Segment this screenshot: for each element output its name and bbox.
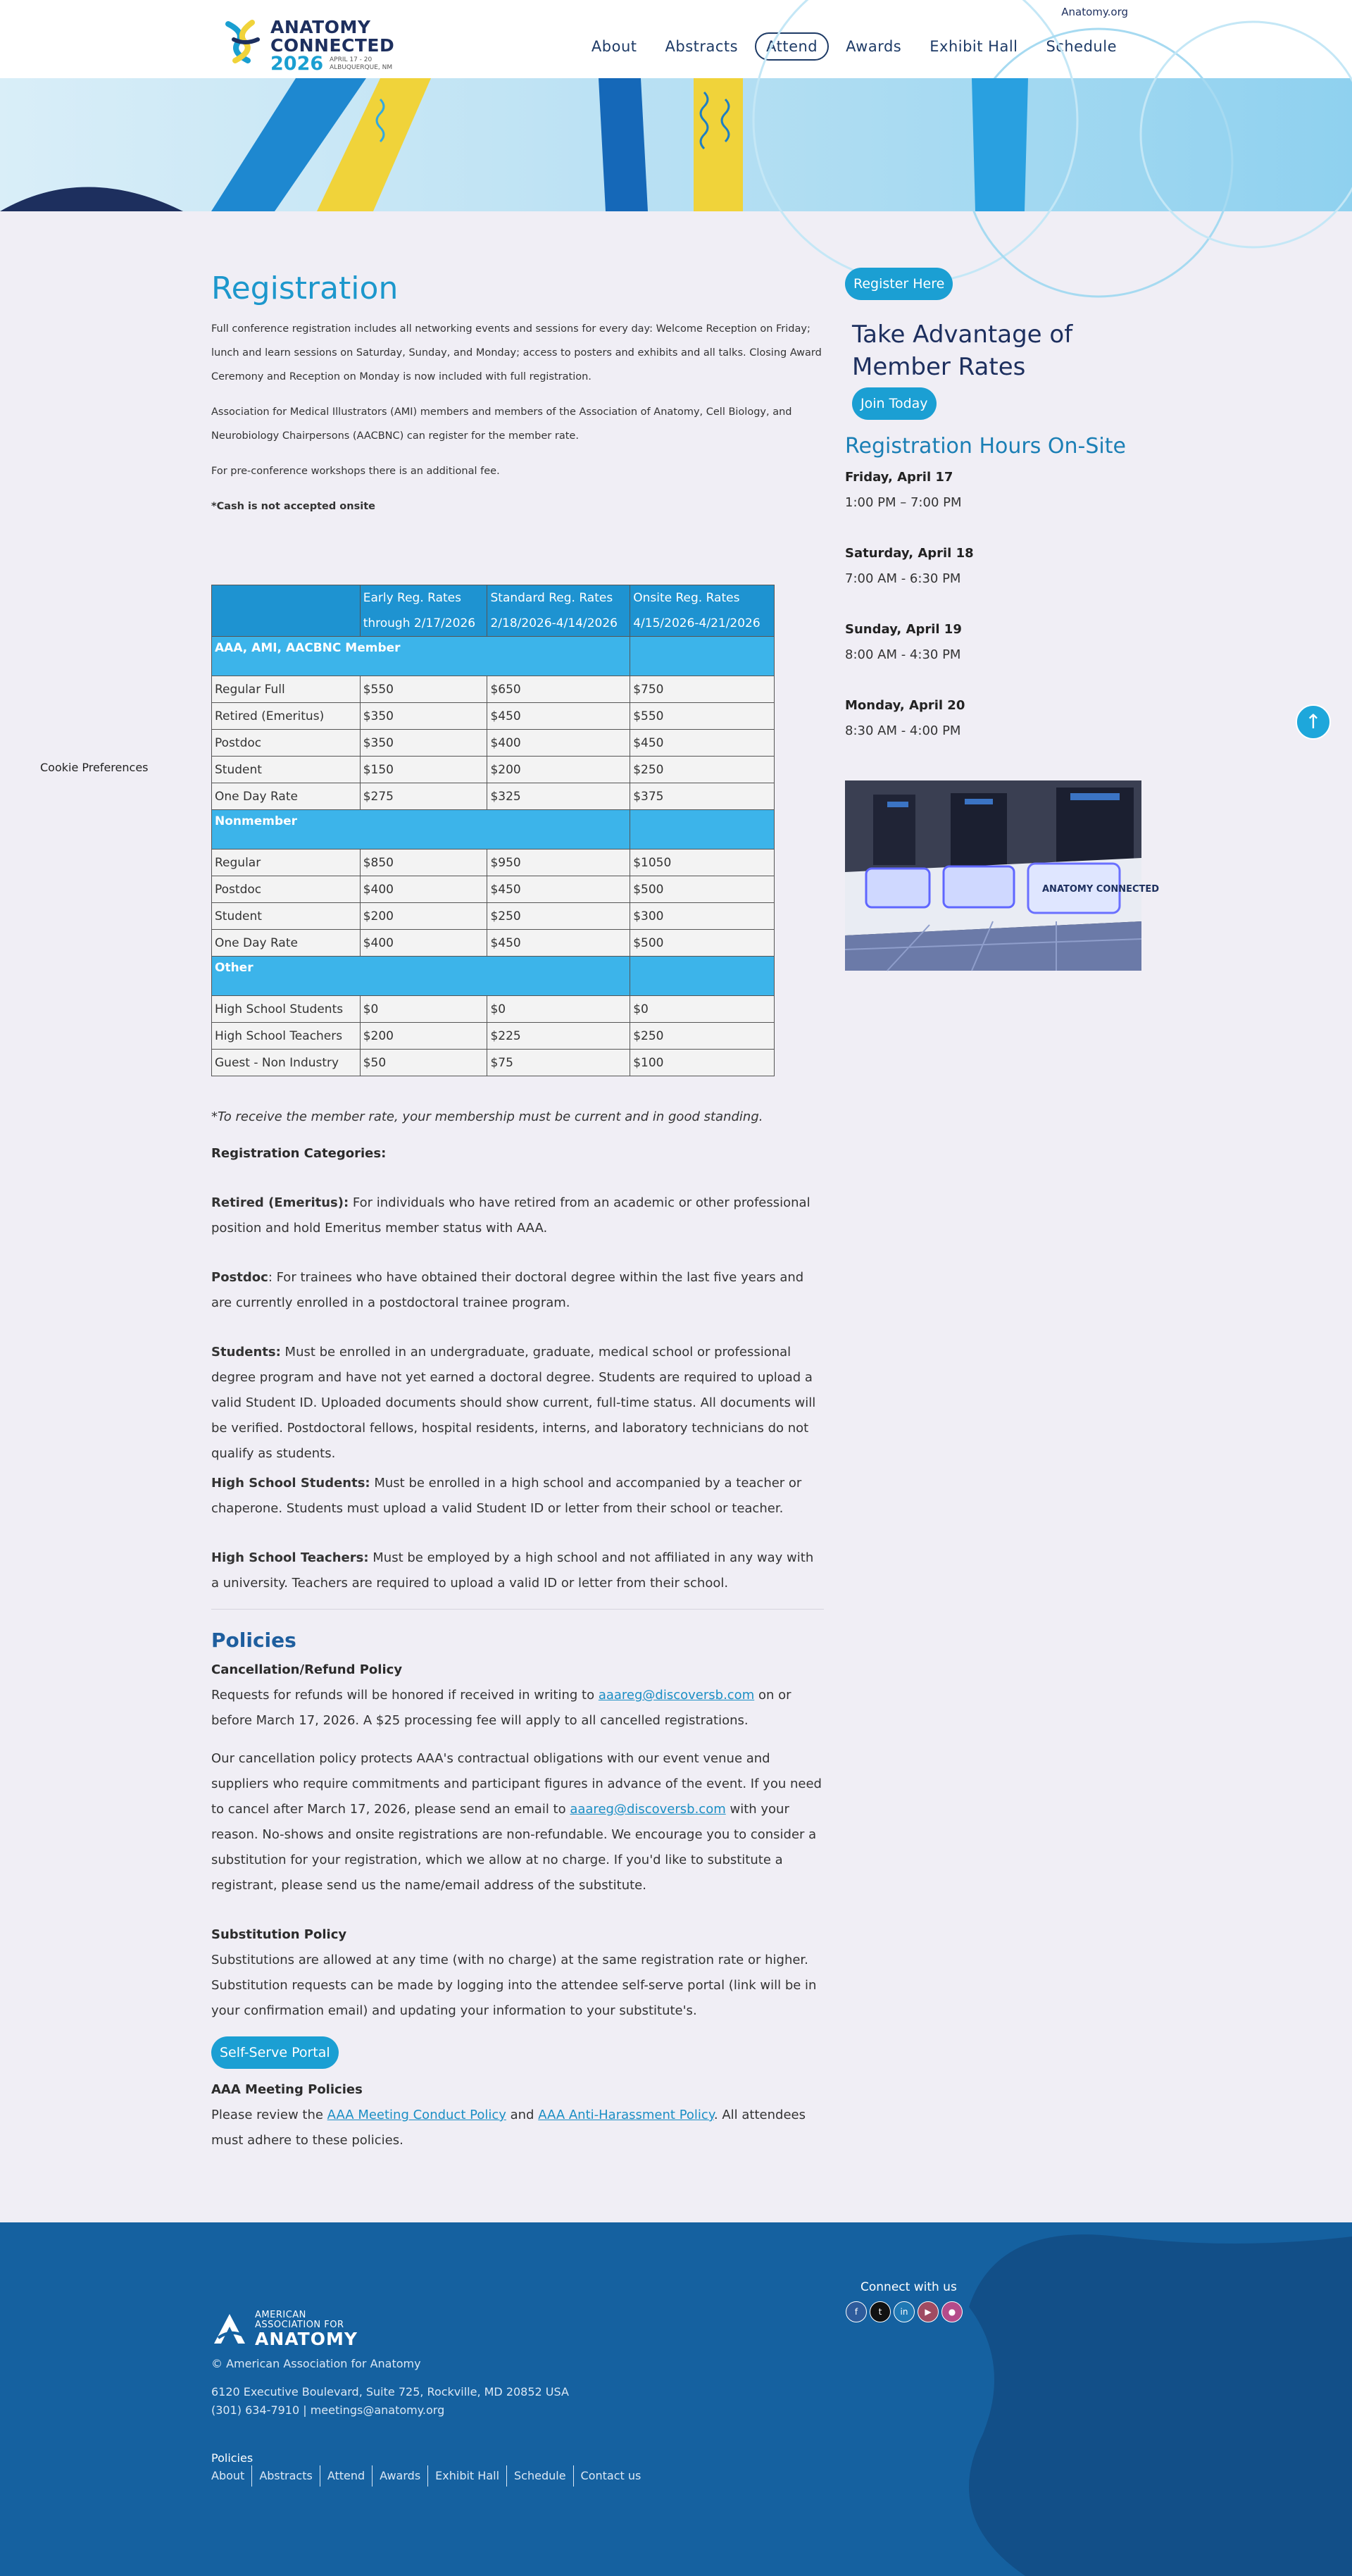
table-cell: $100 [630,1050,775,1076]
hours-day: Monday, April 20 [845,698,965,713]
table-cell: $850 [360,850,487,876]
table-cell: $225 [487,1023,630,1050]
hours-day: Sunday, April 19 [845,622,962,637]
cancellation-paragraph-2: Our cancellation policy protects AAA's contractual obligations with our event venue and suppliers who require commitments and participant figures in advance of the event. If you need to cancel after March 17, 2026, please send an email to aaareg@discoversb.com with your reason. No-shows and onsite registrations are non-refundable. We encourage you to consider a substitution for your registration, which we allow at no charge. If you'd like to substitute a registrant, please send us the name/email address of the substitute. [211,1751,822,1893]
site-footer [0,2222,1352,2576]
section-blank [630,810,775,850]
table-header [212,585,361,637]
table-cell: $950 [487,850,630,876]
table-cell: $1050 [630,850,775,876]
anatomy-connected-logo[interactable] [224,15,395,75]
table-cell: $200 [360,1023,487,1050]
table-row [212,1023,775,1050]
aaa-logo[interactable] [211,2308,359,2351]
table-row [212,930,775,957]
logo-text: ANATOMY [255,2329,358,2349]
footer-address: 6120 Executive Boulevard, Suite 725, Rockville, MD 20852 USA [211,2385,569,2398]
registration-rates-table [211,585,775,1076]
lower-content [211,1105,824,2153]
hours-list [845,465,1141,744]
main-content [211,268,824,518]
workshop-paragraph: For pre-conference workshops there is an additional fee. [211,466,500,477]
hero-banner [0,78,1352,211]
linkedin-icon[interactable]: in [894,2301,915,2322]
footer-nav [211,2465,648,2487]
table-cell: $325 [487,783,630,810]
meeting-policies-paragraph: Please review the AAA Meeting Conduct Policy and AAA Anti-Harassment Policy. All attendees must adhere to these policies. [211,2108,806,2148]
hours-time: 8:30 AM - 4:00 PM [845,723,961,738]
join-today-button[interactable]: Join Today [852,387,937,420]
table-header: Standard Reg. Rates 2/18/2026-4/14/2026 [487,585,630,637]
banner-art [0,78,1352,211]
member-note: *To receive the member rate, your membership must be current and in good standing. [211,1109,763,1124]
member-rate-paragraph: Association for Medical Illustrators (AMI) members and members of the Association of Anatomy, Cell Biology, and Neurobiology Chairpersons (AACBNC) can register for the member rate. [211,406,792,442]
conduct-policy-link[interactable]: AAA Meeting Conduct Policy [327,2108,506,2122]
nav-about[interactable]: About [591,38,637,55]
table-cell: One Day Rate [212,783,361,810]
social-links [846,2301,963,2322]
footer-link-abstracts[interactable]: Abstracts [251,2465,320,2487]
table-cell: $450 [487,703,630,730]
register-here-button[interactable]: Register Here [845,268,953,300]
hours-time: 8:00 AM - 4:30 PM [845,647,961,662]
table-cell: High School Teachers [212,1023,361,1050]
intro-paragraph: Full conference registration includes all networking events and sessions for every day: Welcome Reception on Friday; lunch and learn sessions on Saturday, Sunday, and Monday; access to posters and exhibits and all talks. Closing Award Ceremony and Reception on Monday is now included with full registration. [211,323,822,382]
cancel-email-link[interactable]: aaareg@discoversb.com [570,1802,726,1817]
table-cell: One Day Rate [212,930,361,957]
category-postdoc: Postdoc: For trainees who have obtained their doctoral degree within the last five years and are currently enrolled in a postdoctoral trainee program. [211,1270,804,1310]
table-cell: $350 [360,730,487,757]
table-cell: $200 [487,757,630,783]
table-cell: $450 [487,876,630,903]
category-retired: Retired (Emeritus): For individuals who have retired from an academic or other professional position and hold Emeritus member status with AAA. [211,1195,810,1236]
table-cell: $50 [360,1050,487,1076]
table-cell: $0 [487,996,630,1023]
table-row [212,1050,775,1076]
substitution-heading: Substitution Policy [211,1927,347,1942]
section-blank [630,637,775,676]
section-label: AAA, AMI, AACBNC Member [212,637,630,676]
section-label: Nonmember [212,810,630,850]
registration-desk-image [845,780,1160,971]
table-cell: $150 [360,757,487,783]
table-cell: $350 [360,703,487,730]
table-cell: $450 [630,730,775,757]
table-cell: Regular Full [212,676,361,703]
footer-link-about[interactable]: About [211,2469,245,2482]
scroll-to-top-button[interactable] [1296,704,1331,740]
table-cell: $0 [360,996,487,1023]
nav-awards[interactable]: Awards [846,38,902,55]
section-blank [630,957,775,996]
table-cell: Retired (Emeritus) [212,703,361,730]
table-cell: $250 [630,1023,775,1050]
sidebar [845,268,1141,744]
nav-attend[interactable]: Attend [755,32,829,61]
photo-sign-text: ANATOMY CONNECTED [1042,884,1160,895]
table-row [212,757,775,783]
table-row [212,783,775,810]
cancellation-paragraph-1: Requests for refunds will be honored if received in writing to aaareg@discoversb.com on or before March 17, 2026. A $25 processing fee will apply to all cancelled registrations. [211,1688,791,1728]
connect-heading: Connect with us [860,2280,957,2294]
logo-text: ASSOCIATION FOR [255,2320,344,2330]
page-title: Registration [211,270,399,306]
logo-year: 2026 [270,53,324,75]
member-rates-heading: Take Advantage of Member Rates [852,321,1073,381]
table-cell: $400 [360,876,487,903]
footer-contact: (301) 634-7910 | meetings@anatomy.org [211,2403,445,2417]
table-row [212,850,775,876]
aaa-logo-icon [211,2313,248,2345]
table-cell: $550 [360,676,487,703]
table-cell: Postdoc [212,876,361,903]
table-cell: $300 [630,903,775,930]
table-cell: Student [212,757,361,783]
table-cell: $200 [360,903,487,930]
table-cell: $400 [487,730,630,757]
cookie-preferences-link[interactable]: Cookie Preferences [40,761,149,774]
cancellation-heading: Cancellation/Refund Policy [211,1662,403,1677]
table-section-row [212,810,775,850]
table-cell: Guest - Non Industry [212,1050,361,1076]
twitter-icon[interactable]: t [870,2301,891,2322]
footer-link-schedule[interactable]: Schedule [506,2465,573,2487]
anatomy-org-link[interactable]: Anatomy.org [1061,6,1128,18]
table-cell: $375 [630,783,775,810]
table-header-row [212,585,775,637]
youtube-icon[interactable]: ▶ [918,2301,939,2322]
policies-heading: Policies [211,1629,296,1652]
section-label: Other [212,957,630,996]
divider [211,1609,824,1610]
logo-mark-icon [224,18,265,65]
table-cell: Postdoc [212,730,361,757]
anti-harassment-policy-link[interactable]: AAA Anti-Harassment Policy [538,2108,714,2122]
nav-schedule[interactable]: Schedule [1046,38,1117,55]
table-cell: $400 [360,930,487,957]
footer-link-awards[interactable]: Awards [372,2465,427,2487]
cash-note: *Cash is not accepted onsite [211,501,375,512]
table-cell: $450 [487,930,630,957]
logo-line1: ANATOMY [270,17,371,37]
table-cell: $250 [630,757,775,783]
footer-link-contact[interactable]: Contact us [573,2465,649,2487]
refund-email-link[interactable]: aaareg@discoversb.com [598,1688,755,1703]
table-row [212,876,775,903]
table-cell: $275 [360,783,487,810]
table-row [212,996,775,1023]
flickr-icon[interactable]: ● [941,2301,963,2322]
footer-policies-link[interactable]: Policies [211,2451,254,2465]
meeting-policies-heading: AAA Meeting Policies [211,2082,363,2097]
nav-abstracts[interactable]: Abstracts [665,38,739,55]
table-header: Early Reg. Rates through 2/17/2026 [360,585,487,637]
table-cell: Regular [212,850,361,876]
table-cell: $650 [487,676,630,703]
category-hs-students: High School Students: Must be enrolled in a high school and accompanied by a teacher or chaperone. Students must upload a valid Student ID or letter from their school or teacher. [211,1476,802,1516]
category-students: Students: Must be enrolled in an undergraduate, graduate, medical school or professional degree program and have not yet earned a doctoral degree. Students are required to upload a valid Student ID. Uploaded documents should show current, full-time status. All documents will be verified. Postdoctoral fellows, hospital residents, interns, and laboratory technicians do not qualify as students. [211,1345,816,1461]
registration-hours-heading: Registration Hours On-Site [845,434,1126,459]
logo-dates: APRIL 17 - 20 ALBUQUERQUE, NM [330,56,393,71]
category-hs-teachers: High School Teachers: Must be employed by a high school and not affiliated in any way with a university. Teachers are required to upload a valid ID or letter from their school. [211,1550,814,1591]
table-cell: $500 [630,876,775,903]
table-cell: $250 [487,903,630,930]
nav-exhibit-hall[interactable]: Exhibit Hall [930,38,1018,55]
substitution-paragraph: Substitutions are allowed at any time (with no charge) at the same registration rate or higher. Substitution requests can be made by logging into the attendee self-serve portal (link will be in your confirmation email) and updating your information to your substitute's. [211,1953,817,2018]
table-cell: Student [212,903,361,930]
self-serve-portal-button[interactable]: Self-Serve Portal [211,2036,339,2069]
hours-time: 1:00 PM – 7:00 PM [845,495,962,510]
hours-time: 7:00 AM - 6:30 PM [845,571,961,586]
arrow-up-icon: ↑ [1305,710,1322,733]
table-row [212,730,775,757]
table-cell: $500 [630,930,775,957]
facebook-icon[interactable]: f [846,2301,867,2322]
table-cell: High School Students [212,996,361,1023]
table-header: Onsite Reg. Rates 4/15/2026-4/21/2026 [630,585,775,637]
footer-link-attend[interactable]: Attend [320,2465,372,2487]
logo-line2: CONNECTED [270,35,395,56]
registration-desk-photo [845,780,1160,971]
table-section-row [212,637,775,676]
categories-heading: Registration Categories: [211,1146,387,1161]
footer-decoration [941,2222,1352,2576]
table-cell: $550 [630,703,775,730]
table-cell: $0 [630,996,775,1023]
footer-copyright: © American Association for Anatomy [211,2357,421,2370]
table-cell: $750 [630,676,775,703]
table-row [212,703,775,730]
footer-link-exhibit-hall[interactable]: Exhibit Hall [427,2465,506,2487]
table-row [212,903,775,930]
hours-day: Friday, April 17 [845,470,953,485]
logo-text: AMERICAN [255,2310,306,2320]
table-cell: $75 [487,1050,630,1076]
hours-day: Saturday, April 18 [845,546,974,561]
table-section-row [212,957,775,996]
table-row [212,676,775,703]
main-nav [580,32,1128,61]
